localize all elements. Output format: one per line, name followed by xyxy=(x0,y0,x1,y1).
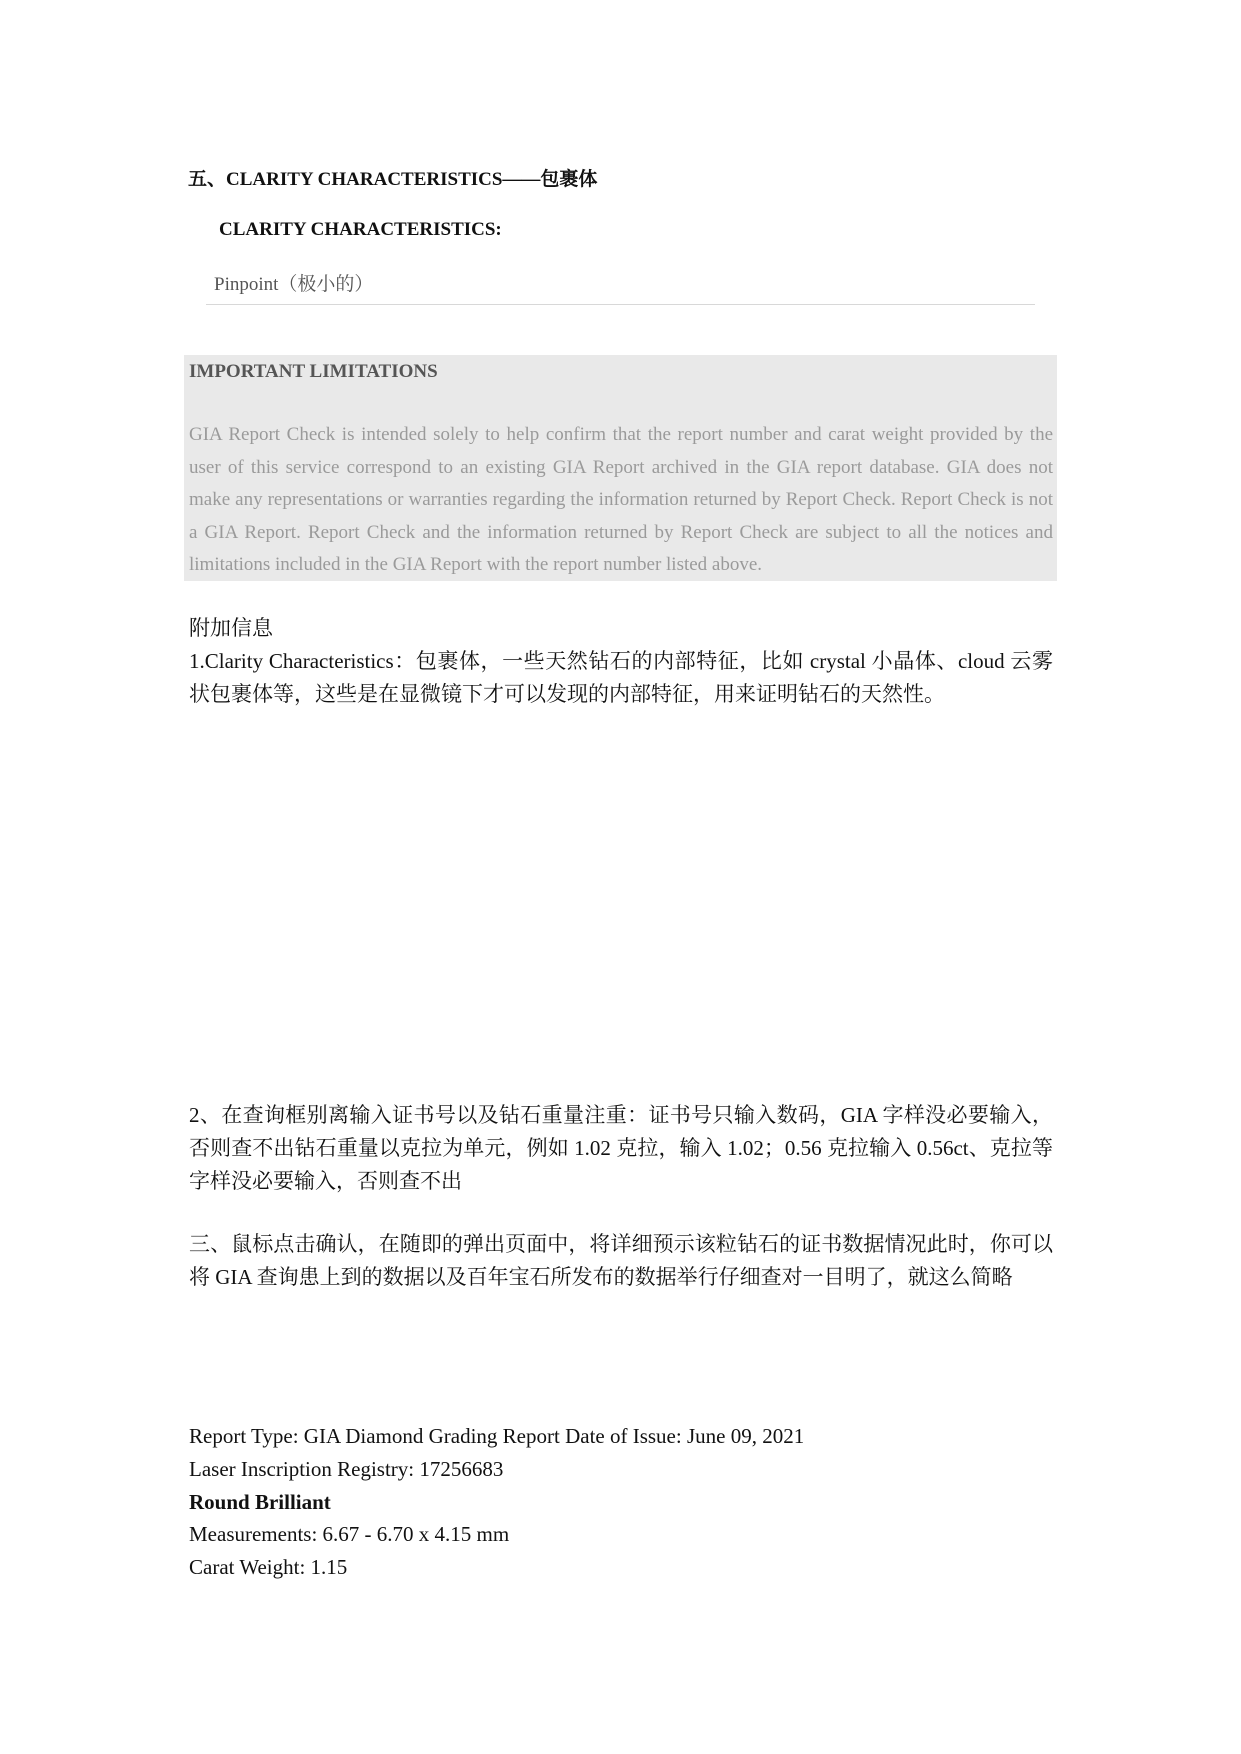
step-3-paragraph: 三、鼠标点击确认，在随即的弹出页面中，将详细预示该粒钻石的证书数据情况此时，你可以将 GIA 查询患上到的数据以及百年宝石所发布的数据举行仔细查对一目明了，就这么简略 xyxy=(189,1232,1053,1289)
additional-info-paragraph: 1.Clarity Characteristics：包裹体，一些天然钻石的内部特征，比如 crystal 小晶体、cloud 云雾状包裹体等，这些是在显微镜下才可以发现的内部特征，用来证明钻石的天然性。 xyxy=(189,649,1053,706)
carat-weight-line: Carat Weight: 1.15 xyxy=(189,1555,348,1579)
step-2-paragraph: 2、在查询框别离输入证书号以及钻石重量注重：证书号只输入数码，GIA 字样没必要输入，否则查不出钻石重量以克拉为单元，例如 1.02 克拉，输入 1.02；0.56 克拉输入 0.56ct、克拉等字样没必要输入，否则查不出 xyxy=(189,1103,1053,1193)
clarity-characteristics-label: CLARITY CHARACTERISTICS: xyxy=(219,219,502,240)
important-limitations-text: GIA Report Check is intended solely to help confirm that the report number and carat weight provided by the user of this service correspond to an existing GIA Report archived in the GIA report database. GIA does not make any representations or warranties regarding the information returned by Report Check. Report Check is not a GIA Report. Report Check and the information returned by Report Check are subject to all the notices and limitations included in the GIA Report with the report number listed above. xyxy=(189,424,1053,575)
important-limitations-title: IMPORTANT LIMITATIONS xyxy=(189,361,438,382)
shape-line: Round Brilliant xyxy=(189,1490,331,1514)
section-title: 五、CLARITY CHARACTERISTICS——包裹体 xyxy=(188,169,598,190)
measurements-line: Measurements: 6.67 - 6.70 x 4.15 mm xyxy=(189,1522,510,1546)
report-type-line: Report Type: GIA Diamond Grading Report Date of Issue: June 09, 2021 xyxy=(189,1424,805,1448)
laser-inscription-line: Laser Inscription Registry: 17256683 xyxy=(189,1457,504,1481)
divider xyxy=(206,304,1035,305)
additional-info-heading: 附加信息 xyxy=(189,616,273,640)
clarity-characteristics-value: Pinpoint（极小的） xyxy=(214,274,374,295)
